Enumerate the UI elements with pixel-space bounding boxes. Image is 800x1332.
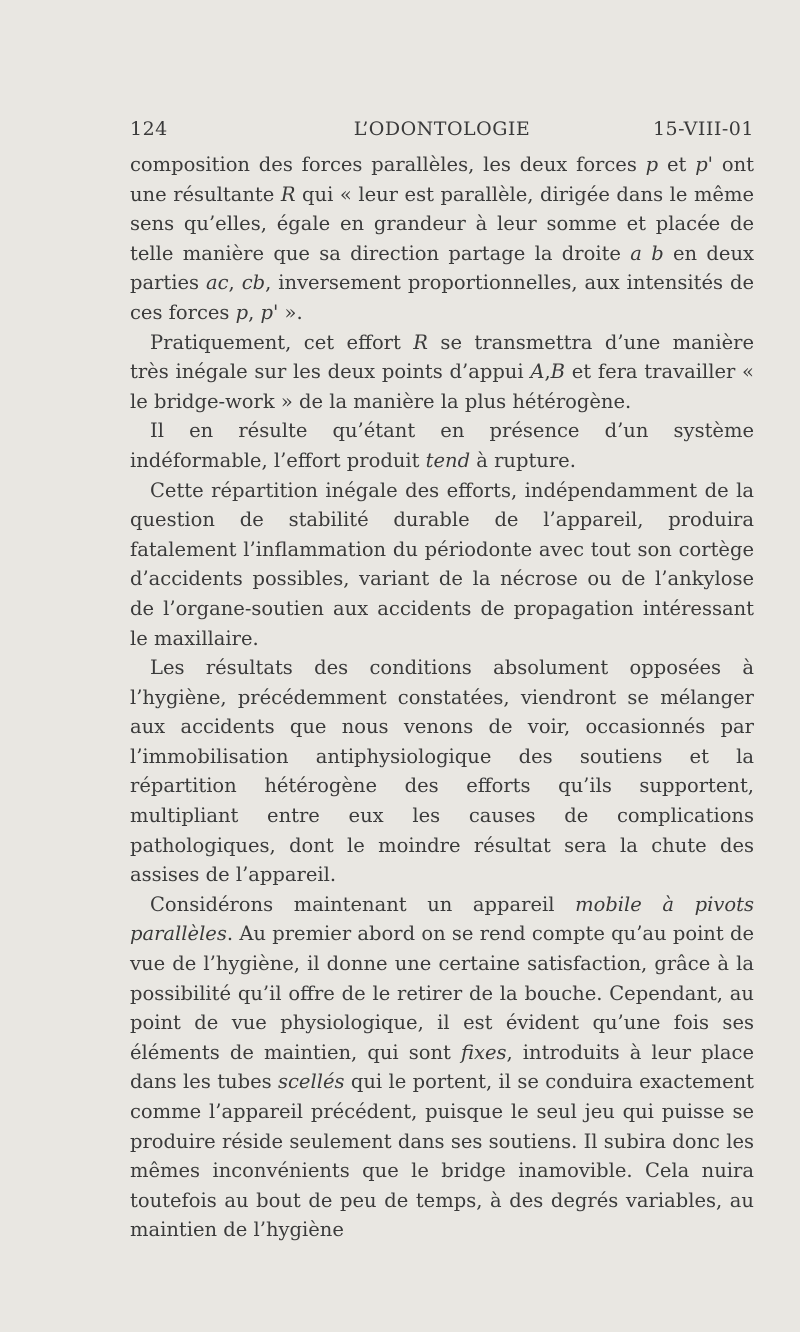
italic-run: cb [241, 271, 266, 295]
running-header [130, 118, 754, 146]
issue-date: 15-VIII-01 [652, 118, 754, 140]
text-run: et [658, 153, 696, 176]
italic-run: ac [206, 271, 229, 295]
italic-run: p [235, 300, 249, 324]
text-run: Il en résulte qu’étant en présence d’un système indéformable, l’effort produit [130, 419, 754, 472]
text-run: Les résultats des conditions absolument opposées à l’hygiène, précédemment constatées, viendront se mélanger aux accidents que nous venons de voir, occasionnés par l’immobilisation antiphysiologique des soutiens et la répartition hétérogène des efforts qu’ils supportent, multipliant entre eux les causes de complications pathologiques, dont le moindre résultat sera la chute des assises de l’appareil. [130, 656, 754, 887]
italic-run: p [645, 153, 659, 176]
text-run: , inversement proportionnelles, aux intensités de ces forces [130, 271, 754, 324]
italic-run: R [413, 330, 428, 354]
text-run: se transmettra d’une manière très inégale sur les deux points d’appui [130, 330, 754, 384]
italic-run: A [530, 360, 545, 384]
paragraph-p3 [130, 416, 754, 475]
text-run: Considérons maintenant un appareil [150, 892, 576, 916]
text-run: ont une résultante [130, 153, 754, 206]
text-run: , [544, 360, 551, 384]
paragraph-p6 [130, 890, 754, 1245]
text-run: à rupture. [470, 448, 576, 472]
italic-run: a b [630, 241, 664, 265]
text-run: en deux parties [130, 241, 755, 295]
text-run: qui le portent, il se conduira exactement comme l’appareil précédent, puisque le seul jeu qui puisse se produire réside seulement dans ses soutiens. Il subira donc les mêmes inconvénients que le bridge inamovible. Cela nuira toutefois au bout de peu de temps, à des degrés variables, au maintien de l’hygiène [130, 1070, 755, 1242]
paragraph-p5 [130, 653, 754, 890]
text-run: . Au premier abord on se rend compte qu’au point de vue de l’hygiène, il donne une certaine satisfaction, grâce à la possibilité qu’il offre de le retirer de la bouche. Cependant, au point de vue physiologique, il est évident qu’une fois ses éléments de maintien, qui sont [130, 922, 754, 1064]
paragraph-p4 [130, 476, 754, 654]
running-title: L’ODONTOLOGIE [353, 118, 531, 140]
italic-run: p' [695, 153, 714, 176]
text-run: et fera travailler « le bridge-work » de la manière la plus hétérogène. [130, 360, 754, 413]
italic-run: fixes [460, 1040, 507, 1064]
text-run: qui « leur est parallèle, dirigée dans le même sens qu’elles, égale en grandeur à leur somme et placée de telle manière que sa direction partage la droite [130, 182, 754, 265]
text-run: ». [278, 300, 303, 324]
paragraph-p2 [130, 328, 754, 417]
text-run: composition des forces parallèles, les deux forces [130, 153, 646, 176]
paragraph-p1 [130, 150, 754, 328]
text-run: Cette répartition inégale des efforts, indépendamment de la question de stabilité durable de l’appareil, produira fatalement l’inflammation du périodonte avec tout son cortège d’accidents possibles, variant de la nécrose ou de l’ankylose de l’organe-soutien aux accidents de propagation intéressant le maxillaire. [130, 478, 754, 650]
italic-run: mobile à pivots parallèles [130, 892, 754, 946]
text-run: , [228, 271, 242, 295]
italic-run: tend [425, 448, 471, 472]
text-run: , introduits à leur place dans les tubes [130, 1040, 754, 1094]
text-run: , [248, 300, 261, 324]
italic-run: p' [260, 300, 279, 324]
italic-run: R [280, 182, 296, 206]
body-text [130, 150, 754, 1245]
italic-run: B [550, 360, 565, 384]
text-run: Pratiquement, cet effort [150, 330, 414, 354]
italic-run: scellés [278, 1070, 345, 1094]
page-number: 124 [130, 118, 168, 140]
